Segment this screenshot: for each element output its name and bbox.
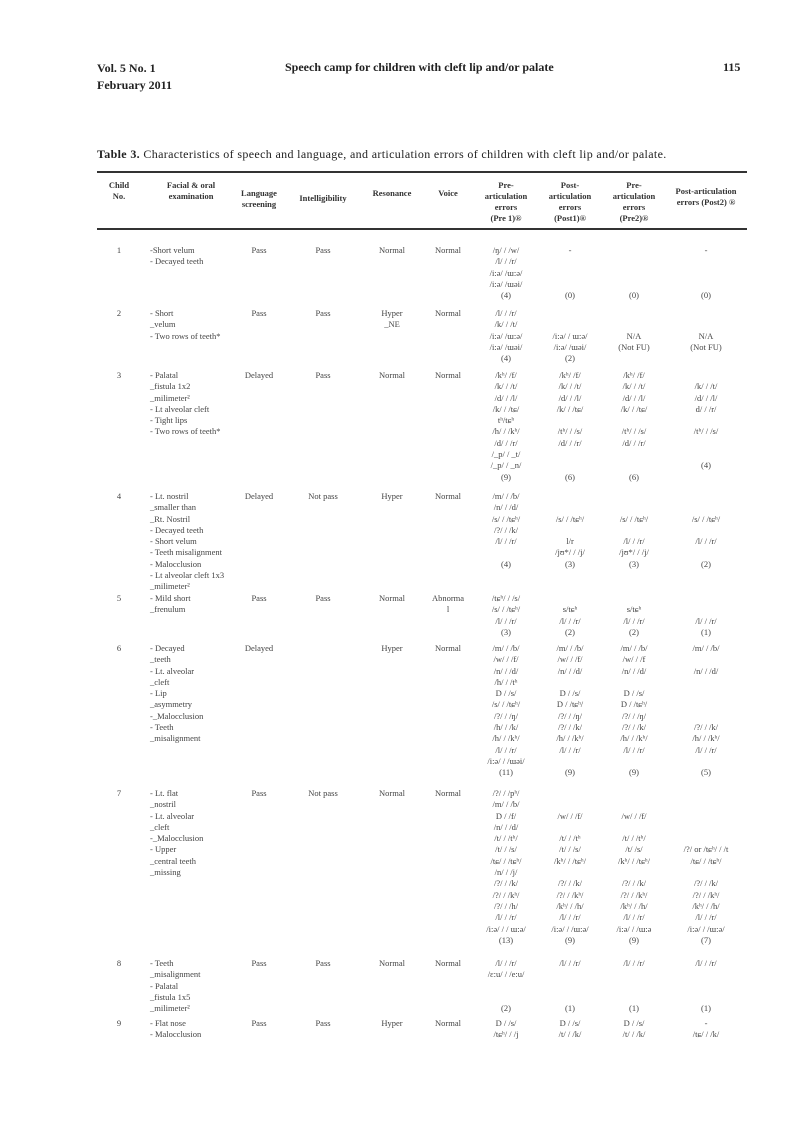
cell-post2-errors: - (0) [701, 245, 711, 301]
cell-pre1-errors: /l/ / /r/ /k/ / /t/ /i:ə/ /ɯ:ə/ /i:ə/ /ɯəi/ (4) [489, 308, 523, 364]
cell-resonance: Normal [379, 593, 405, 603]
cell-post2-errors: /l/ / /r/ (1) [695, 958, 717, 1014]
cell-post1-errors: s/tɕʰ /l/ / /r/ (2) [559, 604, 581, 637]
cell-resonance: Normal [379, 788, 405, 798]
page-number: 115 [723, 60, 741, 74]
cell-intelligibility: Pass [315, 958, 331, 968]
cell-facial-oral-exam: - Decayed _teeth - Lt. alveolar _cleft - Lip _asymmetry -_Malocclusion - Teeth _misalignment [150, 643, 204, 744]
cell-pre2-errors: N/A (Not FU) [618, 330, 650, 352]
column-header-voice: Voice [438, 188, 458, 198]
cell-pre2-errors: s/tɕʰ /l/ / /r/ (2) [623, 604, 645, 637]
table-label: Table 3. [97, 147, 141, 161]
volume-info [97, 60, 172, 94]
cell-post2-errors: /s/ / /tɕʰ/ /l/ / /r/ (2) [691, 513, 721, 569]
cell-voice: Normal [435, 643, 461, 653]
column-header-child-no: Child No. [108, 180, 130, 201]
cell-pre2-errors: /s/ / /tɕʰ/ /l/ / /r/ /jʊ*/ / /j/ (3) [619, 513, 649, 569]
cell-intelligibility: Not pass [308, 788, 338, 798]
cell-language-screening: Pass [251, 245, 267, 255]
cell-post1-errors: /w/ / /f/ /t/ / /tʰ /t/ / /s/ /kʰ/ / /tɕʰ/ /?/ / /k/ /?/ / /kʰ/ /kʰ/ / /h/ /l/ / /r/ /i:ə/ / /ɯ:ə/ (9) [551, 810, 589, 945]
cell-voice: Normal [435, 491, 461, 501]
cell-voice: Normal [435, 370, 461, 380]
table-caption [97, 147, 747, 162]
cell-post2-errors: /?/ or /tɕʰ/ / /t /tɕ/ / /tɕʰ/ /?/ / /k/ /?/ / /kʰ/ /kʰ/ / /h/ /l/ / /r/ /i:ə/ / /ɯ:ə/ (7) [683, 844, 729, 945]
cell-facial-oral-exam: - Short _velum - Two rows of teeth* [150, 308, 221, 341]
issue-date: February 2011 [97, 78, 172, 92]
cell-resonance: Hyper [381, 491, 403, 501]
volume-number: Vol. 5 No. 1 [97, 61, 156, 75]
cell-facial-oral-exam: -Short velum - Decayed teeth [150, 245, 204, 267]
cell-post2-errors: /l/ / /r/ (1) [695, 615, 717, 637]
cell-resonance: Normal [379, 958, 405, 968]
cell-voice: Normal [435, 788, 461, 798]
cell-post2-errors: /k/ / /t/ /d/ / /l/ d/ / /r/ /tʰ/ / /s/ (4) [693, 381, 719, 471]
table-top-rule [97, 171, 747, 173]
cell-child-no: 9 [116, 1018, 122, 1028]
cell-intelligibility: Pass [315, 308, 331, 318]
cell-language-screening: Pass [251, 593, 267, 603]
table-header-rule [97, 228, 747, 230]
cell-voice: Abnorma l [431, 593, 465, 615]
cell-child-no: 2 [116, 308, 122, 318]
cell-child-no: 3 [116, 370, 122, 380]
cell-pre1-errors: /m/ / /b/ /w/ / /f/ /n/ / /d/ /h/ / /tʰ D / /s/ /s/ / /tɕʰ/ /?/ / /ŋ/ /h/ / /k/ /h/ / /kʰ/ /l/ / /r/ /i:ə/ / /ɯəi/ (11) [487, 643, 525, 778]
cell-post2-errors: - /tɕ/ / /k/ [692, 1018, 720, 1040]
cell-facial-oral-exam: - Teeth _misalignment - Palatal _fistula 1x5 _milimeter² [150, 958, 201, 1014]
cell-resonance: Normal [379, 245, 405, 255]
cell-post2-errors: /m/ / /b/ /n/ / /d/ /?/ / /k/ /h/ / /kʰ/ /l/ / /r/ (5) [692, 643, 720, 778]
cell-facial-oral-exam: - Lt. flat _nostril - Lt. alveolar _cleft -_Malocclusion - Upper _central teeth _missing [150, 788, 204, 878]
cell-voice: Normal [435, 245, 461, 255]
cell-voice: Normal [435, 308, 461, 318]
cell-pre2-errors: /kʰ/ /f/ /k/ / /t/ /d/ / /l/ /k/ / /tɕ/ /tʰ/ / /s/ /d/ / /r/ (6) [620, 370, 648, 482]
cell-resonance: Hyper [381, 1018, 403, 1028]
cell-resonance: Hyper [381, 643, 403, 653]
cell-child-no: 1 [116, 245, 122, 255]
column-header-language-screening: Language screening [241, 188, 277, 209]
cell-intelligibility: Pass [315, 1018, 331, 1028]
cell-language-screening: Pass [251, 308, 267, 318]
cell-voice: Normal [435, 958, 461, 968]
cell-post1-errors: /s/ / /tɕʰ/ l/r /jʊ*/ / /j/ (3) [555, 513, 585, 569]
column-header-pre1-errors: Pre- articulation errors (Pre 1)® [484, 180, 528, 223]
cell-pre1-errors: /tɕʰ/ / /s/ /s/ / /tɕʰ/ /l/ / /r/ (3) [491, 593, 521, 637]
cell-pre1-errors: D / /s/ /tɕʰ/ / /j [493, 1018, 519, 1040]
cell-language-screening: Pass [251, 1018, 267, 1028]
column-header-post1-errors: Post- articulation errors (Post1)® [548, 180, 592, 223]
cell-resonance: Normal [379, 370, 405, 380]
cell-post1-errors: /kʰ/ /f/ /k/ / /t/ /d/ / /l/ /k/ / /tɕ/ /tʰ/ / /s/ /d/ / /r/ (6) [556, 370, 584, 482]
cell-language-screening: Delayed [244, 370, 274, 380]
cell-post1-errors: D / /s/ /t/ / /k/ [558, 1018, 582, 1040]
cell-intelligibility: Pass [315, 593, 331, 603]
cell-pre2-errors: D / /s/ /t/ / /k/ [622, 1018, 646, 1040]
cell-post1-errors: /i:ə/ / ɯ:ə/ /i:ə/ /ɯəi/ (2) [552, 330, 588, 364]
running-title: Speech camp for children with cleft lip and/or palate [285, 60, 554, 74]
cell-pre2-errors: (0) [629, 290, 639, 301]
cell-post2-errors: N/A (Not FU) [690, 330, 722, 352]
cell-child-no: 5 [116, 593, 122, 603]
cell-language-screening: Pass [251, 958, 267, 968]
cell-pre1-errors: /m/ / /b/ /n/ / /d/ /s/ / /tɕʰ/ /?/ / /k/ /l/ / /r/ (4) [491, 491, 521, 569]
cell-post1-errors: - (0) [565, 245, 575, 301]
cell-intelligibility: Pass [315, 370, 331, 380]
cell-language-screening: Delayed [244, 491, 274, 501]
cell-facial-oral-exam: - Lt. nostril _smaller than _Rt. Nostril - Decayed teeth - Short velum - Teeth misalignment - Malocclusion - Lt alveolar cleft 1x3 _milimeter² [150, 491, 225, 592]
cell-pre1-errors: /?/ / /pʰ/ /m/ / /b/ D / /f/ /n/ / /d/ /t/ / /tʰ/ /t/ / /s/ /tɕ/ / /tɕʰ/ /n/ / /j/ /?/ / /k/ /?/ / /kʰ/ /?/ / /h/ /l/ / /r/ /i:ə/ / / ɯ:ə/ (13) [486, 788, 526, 945]
cell-language-screening: Pass [251, 788, 267, 798]
column-header-facial-oral-exam: Facial & oral examination [166, 180, 216, 201]
cell-pre1-errors: /l/ / /r/ /ɛ:u/ / /e:u/ (2) [487, 958, 525, 1014]
cell-post1-errors: /l/ / /r/ (1) [559, 958, 581, 1014]
column-header-post2-errors: Post-articulation errors (Post2) ® [675, 186, 737, 207]
cell-language-screening: Delayed [244, 643, 274, 653]
cell-child-no: 7 [116, 788, 122, 798]
cell-child-no: 8 [116, 958, 122, 968]
cell-voice: Normal [435, 1018, 461, 1028]
cell-pre2-errors: /l/ / /r/ (1) [623, 958, 645, 1014]
cell-resonance: Hyper _NE [381, 308, 403, 330]
table-caption-text: Characteristics of speech and language, and articulation errors of children with cleft lip and/or palate. [143, 147, 667, 161]
cell-intelligibility: Not pass [308, 491, 338, 501]
cell-pre1-errors: /ŋ/ / /w/ /l/ / /r/ /i:ə/ /ɯ:ə/ /i:ə/ /ɯəi/ (4) [489, 245, 523, 301]
cell-pre2-errors: /m/ / /b/ /w/ / /f /n/ / /d/ D / /s/ D / /tɕʰ/ /?/ / /ŋ/ /?/ / /k/ /h/ / /kʰ/ /l/ / /r/ (9) [620, 643, 648, 778]
column-header-resonance: Resonance [372, 188, 412, 198]
cell-facial-oral-exam: - Flat nose - Malocclusion [150, 1018, 202, 1040]
cell-pre1-errors: /kʰ/ /f/ /k/ / /t/ /d/ / /l/ /k/ / /tɕ/ tʰ/tɕʰ /h/ / /kʰ/ /d/ / /r/ /_p/ / _t/ /_p/ / _n/ (9) [490, 370, 522, 482]
column-header-intelligibility: Intelligibility [299, 193, 347, 203]
cell-facial-oral-exam: - Palatal _fistula 1x2 _milimeter² - Lt alveolar cleft - Tight lips - Two rows of teeth* [150, 370, 221, 437]
cell-child-no: 6 [116, 643, 122, 653]
cell-pre2-errors: /w/ / /f/ /t/ / /tʰ/ /t/ /s/ /kʰ/ / /tɕʰ/ /?/ / /k/ /?/ / /kʰ/ /kʰ/ / /h/ /l/ / /r/ /i:ə/ / /ɯ:ə (9) [616, 810, 652, 945]
cell-child-no: 4 [116, 491, 122, 501]
cell-facial-oral-exam: - Mild short _frenulum [150, 593, 191, 615]
column-header-pre2-errors: Pre- articulation errors (Pre2)® [612, 180, 656, 223]
cell-post1-errors: /m/ / /b/ /w/ / /f/ /n/ / /d/ D / /s/ D / /tɕʰ/ /?/ / /ŋ/ /?/ / /k/ /h/ / /kʰ/ /l/ / /r/ (9) [556, 643, 584, 778]
cell-intelligibility: Pass [315, 245, 331, 255]
